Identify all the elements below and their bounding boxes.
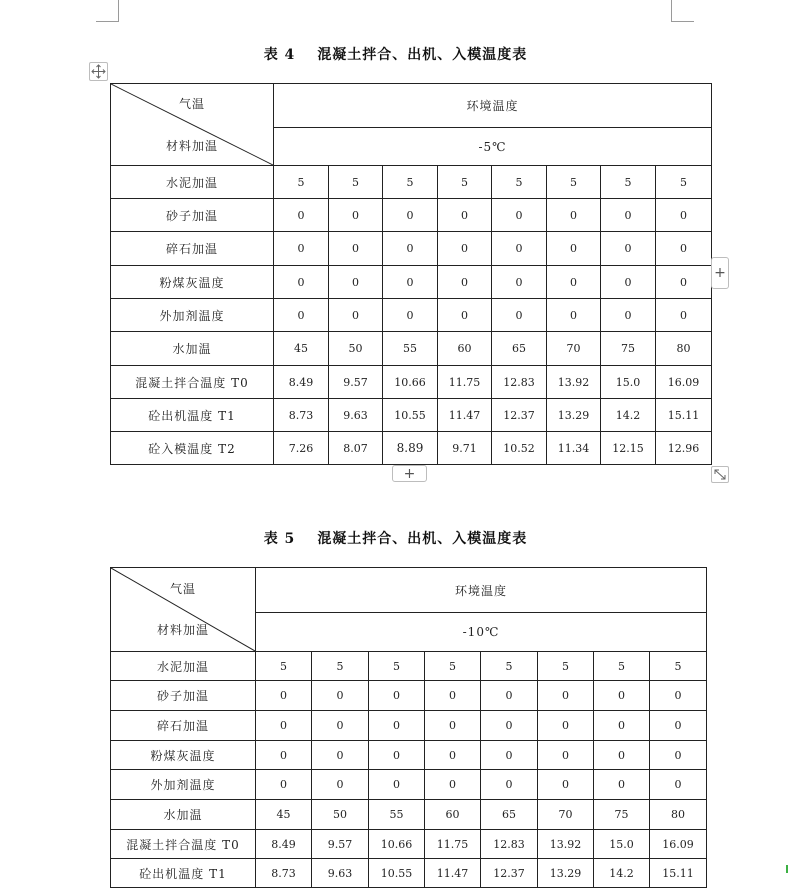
corner-bottom-label: 材料加温 xyxy=(156,623,209,637)
table-4-caption-text: 混凝土拌合、出机、入模温度表 xyxy=(317,47,528,63)
row-label: 碎石加温 xyxy=(111,232,274,266)
table-cell: 5 xyxy=(425,652,481,681)
table-cell: 10.55 xyxy=(383,399,438,432)
table-cell: 11.75 xyxy=(425,830,481,859)
table-cell: 10.66 xyxy=(383,366,438,399)
table-row xyxy=(111,800,707,830)
table-cell: 11.75 xyxy=(438,366,492,399)
table-cell: 0 xyxy=(438,199,492,232)
row-label: 外加剂温度 xyxy=(111,299,274,332)
row-label: 水泥加温 xyxy=(111,652,256,681)
table-cell: 8.07 xyxy=(329,432,383,465)
table-cell: 0 xyxy=(312,770,369,800)
table-cell: 0 xyxy=(650,741,707,770)
row-label: 砼出机温度 T1 xyxy=(111,399,274,432)
corner-top-label: 气温 xyxy=(178,97,205,111)
table-5-corner-cell xyxy=(111,568,256,652)
table-4-caption xyxy=(0,44,791,64)
table-cell: 5 xyxy=(369,652,425,681)
table-cell: 0 xyxy=(538,681,594,711)
table-cell: 0 xyxy=(650,770,707,800)
table-5-caption-number: 表 5 xyxy=(263,531,296,547)
table-cell: 12.83 xyxy=(481,830,538,859)
table-cell: 13.29 xyxy=(547,399,601,432)
table-cell: 0 xyxy=(329,199,383,232)
table-cell: 0 xyxy=(492,266,547,299)
add-column-button[interactable] xyxy=(711,257,729,289)
table-cell: 11.47 xyxy=(438,399,492,432)
table-5-caption-text: 混凝土拌合、出机、入模温度表 xyxy=(317,531,528,547)
table-cell: 8.73 xyxy=(256,859,312,888)
table-cell: 0 xyxy=(274,299,329,332)
table-cell: 55 xyxy=(369,800,425,830)
row-label: 水泥加温 xyxy=(111,166,274,199)
table-cell: 0 xyxy=(425,770,481,800)
table-cell: 5 xyxy=(481,652,538,681)
table-row xyxy=(111,399,712,432)
table-cell: 9.63 xyxy=(312,859,369,888)
table-row xyxy=(111,711,707,741)
table-cell: 0 xyxy=(425,711,481,741)
table-cell: 0 xyxy=(383,232,438,266)
corner-bottom-label: 材料加温 xyxy=(165,139,218,153)
add-row-button[interactable] xyxy=(392,465,427,482)
table-row xyxy=(111,266,712,299)
plus-icon: + xyxy=(714,265,726,281)
table-cell: 0 xyxy=(492,299,547,332)
table-cell: 0 xyxy=(383,266,438,299)
table-cell: 12.83 xyxy=(492,366,547,399)
table-row xyxy=(111,652,707,681)
table-cell: 0 xyxy=(274,266,329,299)
resize-icon xyxy=(712,467,728,482)
table-cell: 15.0 xyxy=(601,366,656,399)
page-corner-mark-left xyxy=(96,0,119,22)
table-row xyxy=(111,366,712,399)
table-cell: 12.37 xyxy=(492,399,547,432)
table-row xyxy=(111,299,712,332)
table-cell: 0 xyxy=(547,299,601,332)
row-label: 水加温 xyxy=(111,800,256,830)
table-cell: 70 xyxy=(538,800,594,830)
table-cell: 11.47 xyxy=(425,859,481,888)
row-label: 水加温 xyxy=(111,332,274,366)
table-cell: 9.57 xyxy=(329,366,383,399)
table-row xyxy=(111,432,712,465)
table-cell: 9.71 xyxy=(438,432,492,465)
table-5 xyxy=(110,567,707,888)
table-cell: 5 xyxy=(538,652,594,681)
table-cell: 16.09 xyxy=(656,366,712,399)
table-cell: 0 xyxy=(256,711,312,741)
table-cell: 5 xyxy=(656,166,712,199)
table-row xyxy=(111,741,707,770)
table-cell: 0 xyxy=(425,741,481,770)
table-cell: 75 xyxy=(594,800,650,830)
table-cell: 12.96 xyxy=(656,432,712,465)
status-marker xyxy=(786,865,788,873)
table-cell: 13.92 xyxy=(547,366,601,399)
env-header-cell: 环境温度 xyxy=(274,84,712,128)
table-cell: 15.11 xyxy=(656,399,712,432)
table-cell: 50 xyxy=(329,332,383,366)
table-row xyxy=(111,199,712,232)
table-cell: 60 xyxy=(425,800,481,830)
table-cell: 5 xyxy=(438,166,492,199)
table-cell: 0 xyxy=(492,232,547,266)
move-icon xyxy=(90,63,107,80)
plus-icon: + xyxy=(403,465,416,482)
table-4 xyxy=(110,83,712,465)
table-cell: 0 xyxy=(601,299,656,332)
table-4-caption-number: 表 4 xyxy=(263,47,296,63)
row-label: 粉煤灰温度 xyxy=(111,741,256,770)
table-cell: 8.73 xyxy=(274,399,329,432)
table-cell: 5 xyxy=(256,652,312,681)
table-cell: 45 xyxy=(274,332,329,366)
table-cell: 0 xyxy=(481,741,538,770)
table-row xyxy=(111,859,707,888)
row-label: 混凝土拌合温度 T0 xyxy=(111,366,274,399)
table-cell: 0 xyxy=(656,199,712,232)
table-cell: 0 xyxy=(481,770,538,800)
table-cell: 14.2 xyxy=(601,399,656,432)
table-cell: 15.11 xyxy=(650,859,707,888)
table-cell: 0 xyxy=(601,232,656,266)
table-cell: 0 xyxy=(601,266,656,299)
row-label: 混凝土拌合温度 T0 xyxy=(111,830,256,859)
table-resize-handle[interactable] xyxy=(711,466,729,483)
table-row xyxy=(111,232,712,266)
table-cell: 80 xyxy=(656,332,712,366)
table-cell: 0 xyxy=(438,266,492,299)
row-label: 砂子加温 xyxy=(111,681,256,711)
table-cell: 5 xyxy=(274,166,329,199)
table-cell: 45 xyxy=(256,800,312,830)
table-5-caption xyxy=(0,528,791,548)
table-cell: 13.92 xyxy=(538,830,594,859)
table-cell: 0 xyxy=(438,232,492,266)
table-cell: 0 xyxy=(538,741,594,770)
table-cell: 0 xyxy=(369,711,425,741)
table-cell: 5 xyxy=(492,166,547,199)
table-cell: 0 xyxy=(547,232,601,266)
table-cell: 0 xyxy=(438,299,492,332)
table-cell: 0 xyxy=(594,770,650,800)
table-cell: 8.89 xyxy=(383,432,438,465)
table-row xyxy=(111,770,707,800)
table-cell: 5 xyxy=(594,652,650,681)
table-cell: 0 xyxy=(601,199,656,232)
table-cell: 75 xyxy=(601,332,656,366)
table-cell: 0 xyxy=(369,770,425,800)
env-value-cell: -5℃ xyxy=(274,128,712,166)
table-cell: 0 xyxy=(256,681,312,711)
table-4-corner-cell xyxy=(111,84,274,166)
table-cell: 0 xyxy=(329,266,383,299)
table-cell: 0 xyxy=(650,711,707,741)
table-cell: 7.26 xyxy=(274,432,329,465)
row-label: 砼出机温度 T1 xyxy=(111,859,256,888)
table-cell: 0 xyxy=(481,711,538,741)
table-move-handle[interactable] xyxy=(89,62,108,81)
table-cell: 0 xyxy=(650,681,707,711)
table-cell: 0 xyxy=(369,741,425,770)
table-cell: 0 xyxy=(256,770,312,800)
table-cell: 0 xyxy=(312,741,369,770)
table-cell: 10.66 xyxy=(369,830,425,859)
table-cell: 0 xyxy=(594,711,650,741)
table-cell: 0 xyxy=(256,741,312,770)
table-cell: 11.34 xyxy=(547,432,601,465)
table-cell: 0 xyxy=(383,299,438,332)
table-cell: 9.57 xyxy=(312,830,369,859)
table-row xyxy=(111,830,707,859)
table-cell: 0 xyxy=(656,299,712,332)
table-cell: 0 xyxy=(538,770,594,800)
row-label: 粉煤灰温度 xyxy=(111,266,274,299)
table-cell: 0 xyxy=(329,232,383,266)
row-label: 砂子加温 xyxy=(111,199,274,232)
table-row xyxy=(111,166,712,199)
table-cell: 0 xyxy=(656,232,712,266)
table-cell: 50 xyxy=(312,800,369,830)
table-row xyxy=(111,681,707,711)
table-cell: 13.29 xyxy=(538,859,594,888)
row-label: 砼入模温度 T2 xyxy=(111,432,274,465)
table-cell: 0 xyxy=(383,199,438,232)
table-cell: 0 xyxy=(492,199,547,232)
row-label: 外加剂温度 xyxy=(111,770,256,800)
table-cell: 0 xyxy=(274,232,329,266)
table-cell: 0 xyxy=(312,711,369,741)
table-cell: 60 xyxy=(438,332,492,366)
table-row xyxy=(111,332,712,366)
table-cell: 65 xyxy=(481,800,538,830)
table-cell: 55 xyxy=(383,332,438,366)
table-cell: 0 xyxy=(594,741,650,770)
table-cell: 0 xyxy=(425,681,481,711)
env-value-cell: -10℃ xyxy=(256,613,707,652)
table-cell: 0 xyxy=(656,266,712,299)
table-cell: 5 xyxy=(383,166,438,199)
table-cell: 0 xyxy=(369,681,425,711)
table-cell: 0 xyxy=(312,681,369,711)
table-cell: 0 xyxy=(481,681,538,711)
table-cell: 10.55 xyxy=(369,859,425,888)
table-cell: 9.63 xyxy=(329,399,383,432)
table-cell: 0 xyxy=(538,711,594,741)
table-cell: 12.37 xyxy=(481,859,538,888)
env-header-cell: 环境温度 xyxy=(256,568,707,613)
table-cell: 0 xyxy=(547,199,601,232)
table-cell: 0 xyxy=(594,681,650,711)
table-cell: 5 xyxy=(312,652,369,681)
page-corner-mark-right xyxy=(671,0,694,22)
table-cell: 70 xyxy=(547,332,601,366)
table-cell: 0 xyxy=(547,266,601,299)
table-cell: 80 xyxy=(650,800,707,830)
table-cell: 10.52 xyxy=(492,432,547,465)
table-cell: 5 xyxy=(547,166,601,199)
table-cell: 65 xyxy=(492,332,547,366)
table-cell: 16.09 xyxy=(650,830,707,859)
table-cell: 0 xyxy=(329,299,383,332)
table-cell: 0 xyxy=(274,199,329,232)
table-cell: 15.0 xyxy=(594,830,650,859)
table-cell: 8.49 xyxy=(256,830,312,859)
table-cell: 5 xyxy=(329,166,383,199)
table-cell: 12.15 xyxy=(601,432,656,465)
row-label: 碎石加温 xyxy=(111,711,256,741)
corner-top-label: 气温 xyxy=(169,582,196,596)
table-cell: 8.49 xyxy=(274,366,329,399)
table-cell: 5 xyxy=(650,652,707,681)
table-cell: 5 xyxy=(601,166,656,199)
table-cell: 14.2 xyxy=(594,859,650,888)
